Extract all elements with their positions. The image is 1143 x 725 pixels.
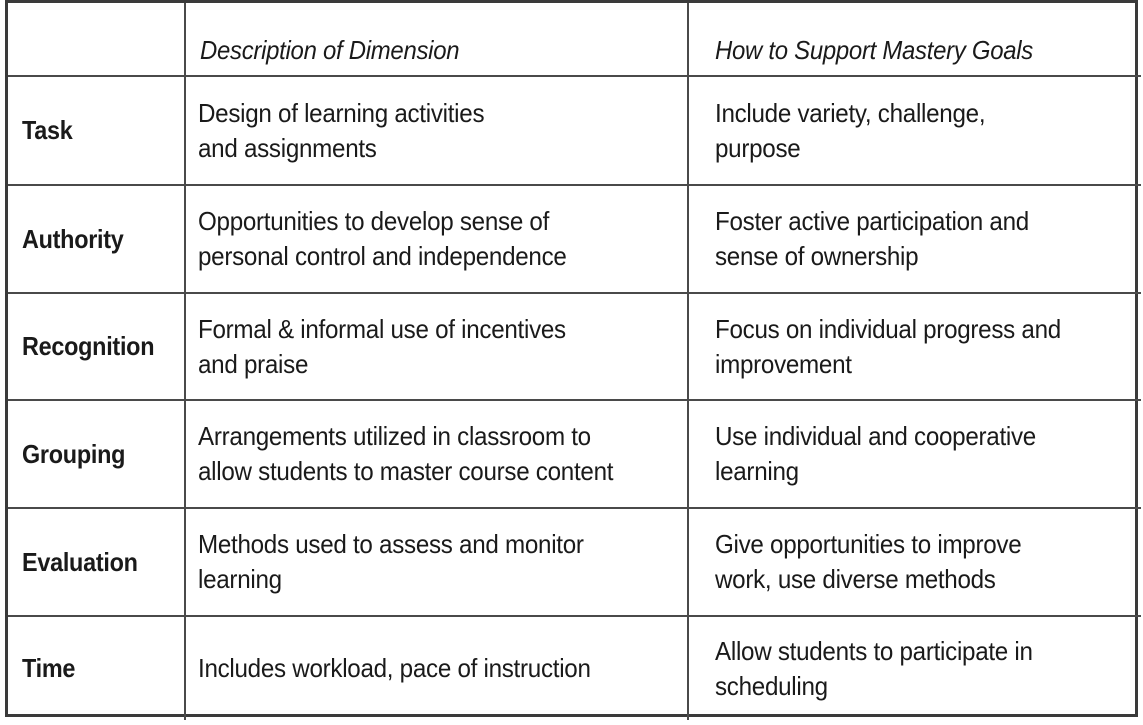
table-row-task-description [186,77,689,186]
table-row-grouping-support [689,401,1141,509]
support-text: Use individual and cooperative learning [715,421,1036,486]
header-cell-empty [8,3,186,77]
description-text: Formal & informal use of incentives and praise [198,313,566,379]
dimension-label: Evaluation [22,546,138,577]
table-row-recognition-dimension [8,294,186,401]
table-row-time-description [186,617,689,720]
table-row-recognition-support [689,294,1141,401]
table-row-evaluation-dimension [8,509,186,617]
dimension-label: Task [22,115,73,145]
support-text: Include variety, challenge, purpose [715,97,986,163]
table-row-task-dimension [8,77,186,186]
description-text: Arrangements utilized in classroom to allow students to master course content [198,421,614,486]
dimension-label: Recognition [22,331,155,361]
support-text: Foster active participation and sense of ownership [715,206,1029,271]
header-cell-description [186,3,689,77]
support-text: Give opportunities to improve work, use diverse methods [715,529,1022,594]
table-row-authority-description [186,186,689,294]
description-text: Includes workload, pace of instruction [198,653,591,683]
table-row-task-support [689,77,1141,186]
support-text: Allow students to participate in scheduling [715,635,1033,701]
table-row-grouping-description [186,401,689,509]
dimension-label: Grouping [22,438,126,469]
header-cell-support [689,3,1141,77]
table-row-time-dimension [8,617,186,720]
description-text: Opportunities to develop sense of personal control and independence [198,206,567,271]
description-text: Design of learning activities and assignments [198,97,485,163]
dimension-label: Authority [22,223,124,254]
dimension-label: Time [22,653,76,683]
table-row-evaluation-description [186,509,689,617]
support-text: Focus on individual progress and improvement [715,313,1061,379]
table-row-evaluation-support [689,509,1141,617]
table-row-authority-dimension [8,186,186,294]
description-text: Methods used to assess and monitor learning [198,529,584,594]
header-label-description: Description of Dimension [200,35,460,65]
table-row-grouping-dimension [8,401,186,509]
table-row-recognition-description [186,294,689,401]
mastery-goals-table [5,0,1138,717]
table-row-authority-support [689,186,1141,294]
table-row-time-support [689,617,1141,720]
header-label-support: How to Support Mastery Goals [715,35,1033,65]
